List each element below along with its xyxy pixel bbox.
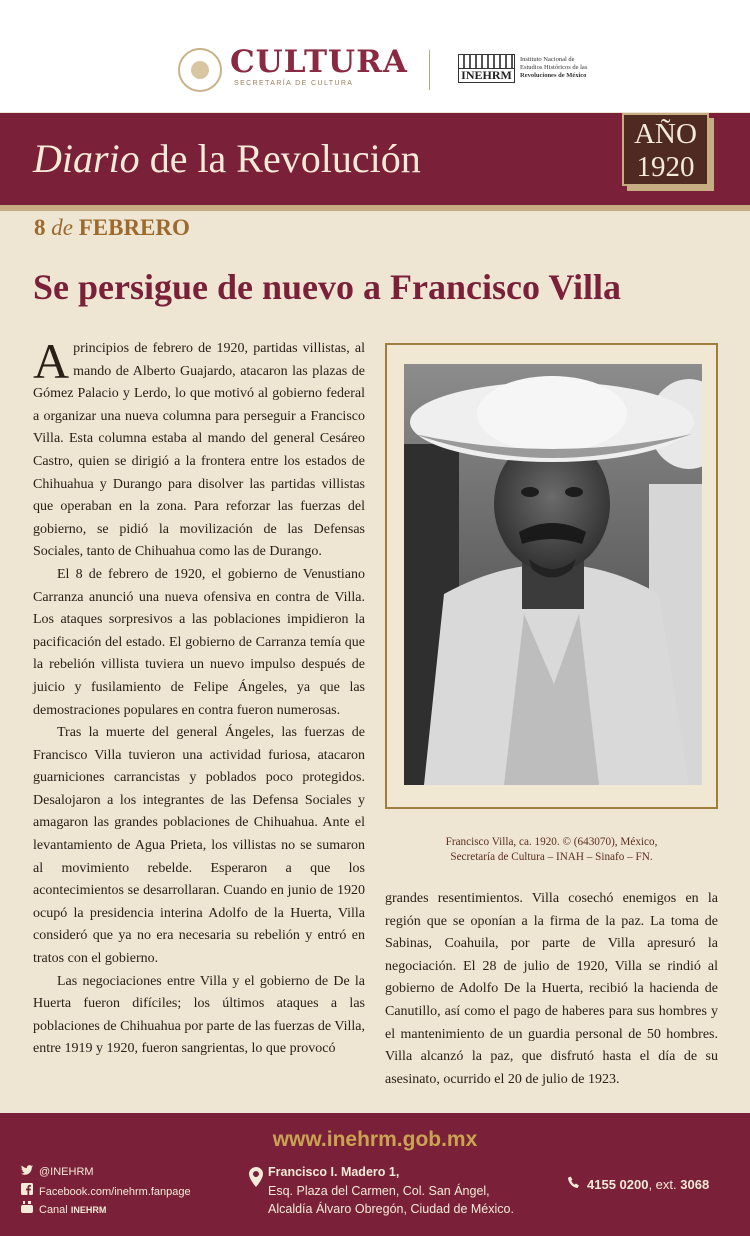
article-headline: Se persigue de nuevo a Francisco Villa xyxy=(33,267,621,307)
banner-gold-band xyxy=(0,205,750,211)
article-column-left xyxy=(33,333,365,1061)
date-month: FEBRERO xyxy=(78,215,190,240)
inehrm-name-line: Instituto Nacional de xyxy=(520,56,575,63)
cultura-logo-subtitle: SECRETARÍA DE CULTURA xyxy=(234,80,354,87)
footer-phone[interactable] xyxy=(568,1176,709,1192)
paragraph-4: Las negociaciones entre Villa y el gobierno de De la Huerta fueron difíciles; los últimos ataques a las poblaciones de Chihuahua por parte de las fuerzas de Villa, entre 1919 y 1920, fueron sangrientas, lo que provocó xyxy=(33,973,365,1057)
paragraph-1-text: principios de febrero de 1920, partidas villistas, al mando de Alberto Guajardo, atacaron las plazas de Gómez Palacio y Lerdo, lo que motivó al gobierno federal a organizar una nueva columna para perseguir a Francisco Villa. Esta columna estaba al mando del general Cesáreo Castro, quien se dirigió a la frontera entre los estados de Chihuahua y Durango para disolver las partidas villistas que operaban en la zona. Para reforzar las fuerzas del gobierno, se pidió la movilización de las Defensas Sociales, tanto de Chihuahua como las de Durango. xyxy=(33,341,365,560)
website-link[interactable]: www.inehrm.gob.mx xyxy=(272,1128,478,1151)
drop-cap: A xyxy=(33,333,70,389)
paragraph-4-continued: grandes resentimientos. Villa cosechó enemigos en la región que se oponían a la firma de la paz. La toma de Sabinas, Coahuila, por parte de Villa apresuró la negociación. El 28 de julio de 1920, Villa se rindió al gobierno de Adolfo De la Huerta, recibió la hacienda de Canutillo, así como el pago de haberes para sus hombres y el mantenimiento de un guardia personal de 50 hombres. Villa alcanzó la paz, que disfrutó hasta el día de su asesinato, ocurrido el 20 de julio de 1923. xyxy=(385,891,718,1087)
caption-line: Francisco Villa, ca. 1920. © (643070), México, xyxy=(445,836,658,848)
year-value: 1920 xyxy=(636,151,695,183)
address-street: Francisco I. Madero 1, xyxy=(268,1165,400,1179)
address-line: Esq. Plaza del Carmen, Col. San Ángel, xyxy=(268,1183,490,1198)
date-day: 8 xyxy=(34,215,46,240)
site-header xyxy=(0,0,750,112)
header-divider xyxy=(429,50,430,90)
year-label: AÑO xyxy=(634,118,697,150)
youtube-icon xyxy=(20,1201,33,1216)
publication-title-rest: de la Revolución xyxy=(139,136,421,181)
phone-ext-label: , ext. xyxy=(648,1177,677,1192)
publication-title-italic: Diario xyxy=(33,136,140,181)
national-seal-logo xyxy=(178,48,222,92)
article-date xyxy=(34,215,190,241)
inehrm-institution-name xyxy=(520,56,596,80)
cultura-logo-title: CULTURA xyxy=(230,44,408,80)
article-column-right xyxy=(385,888,718,1091)
date-de: de xyxy=(51,215,73,240)
youtube-link[interactable] xyxy=(20,1201,106,1216)
year-badge xyxy=(622,113,709,186)
twitter-link[interactable] xyxy=(20,1165,94,1178)
photo-illustration xyxy=(404,364,702,785)
phone-ext: 3068 xyxy=(680,1177,710,1192)
location-pin-icon xyxy=(249,1167,263,1187)
paragraph-3: Tras la muerte del general Ángeles, las fuerzas de Francisco Villa tuvieron una actividad furiosa, atacaron guarniciones carrancistas y poblados poco protegidos. Desalojaron a los integrantes de las Defensa Sociales y amagaron las grandes poblaciones de Chihuahua. Ante el levantamiento de Agua Prieta, los villistas no se sumaron al movimiento rebelde. Esperaron a que los acontecimientos se desarrollaran. Cuando en junio de 1920 ocupó la presidencia interina Adolfo de la Huerta, Villa consideró que ya no era necesaria su rebelión y entró en tratos con el gobierno. xyxy=(33,725,365,967)
youtube-channel: INEHRM xyxy=(70,1205,107,1215)
francisco-villa-photo xyxy=(404,364,702,785)
address-line: Alcaldía Álvaro Obregón, Ciudad de México. xyxy=(268,1202,514,1216)
youtube-prefix: Canal xyxy=(39,1204,68,1216)
paragraph-1 xyxy=(33,333,365,564)
phone-number: 4155 0200 xyxy=(587,1177,649,1192)
facebook-url: Facebook.com/inehrm.fanpage xyxy=(39,1186,191,1198)
facebook-link[interactable] xyxy=(20,1183,191,1198)
facebook-icon xyxy=(20,1183,33,1198)
footer-address xyxy=(268,1163,514,1219)
inehrm-name-line: Estudios Históricos de las xyxy=(520,64,588,71)
publication-title xyxy=(33,135,421,182)
paragraph-2: El 8 de febrero de 1920, el gobierno de Venustiano Carranza anunció una nueva ofensiva en contra de Villa. Los ataques sorpresivos a las poblaciones impidieron la pacificación del estado. El gobierno de Carranza temía que la rebelión villista tuviera un nuevo impulso después de juicio y fusilamiento de Felipe Ángeles, ya que las demostraciones populares en contra fueron numerosas. xyxy=(33,566,365,718)
phone-icon xyxy=(568,1176,579,1192)
twitter-handle: @INEHRM xyxy=(39,1166,94,1178)
photo-caption xyxy=(385,835,718,865)
inehrm-name-line: Revoluciones de México xyxy=(520,72,587,79)
caption-line: Secretaría de Cultura – INAH – Sinafo – FN. xyxy=(450,851,653,863)
inehrm-logo: INEHRM xyxy=(458,68,515,83)
inehrm-building-icon xyxy=(458,54,515,68)
twitter-icon xyxy=(20,1165,33,1178)
